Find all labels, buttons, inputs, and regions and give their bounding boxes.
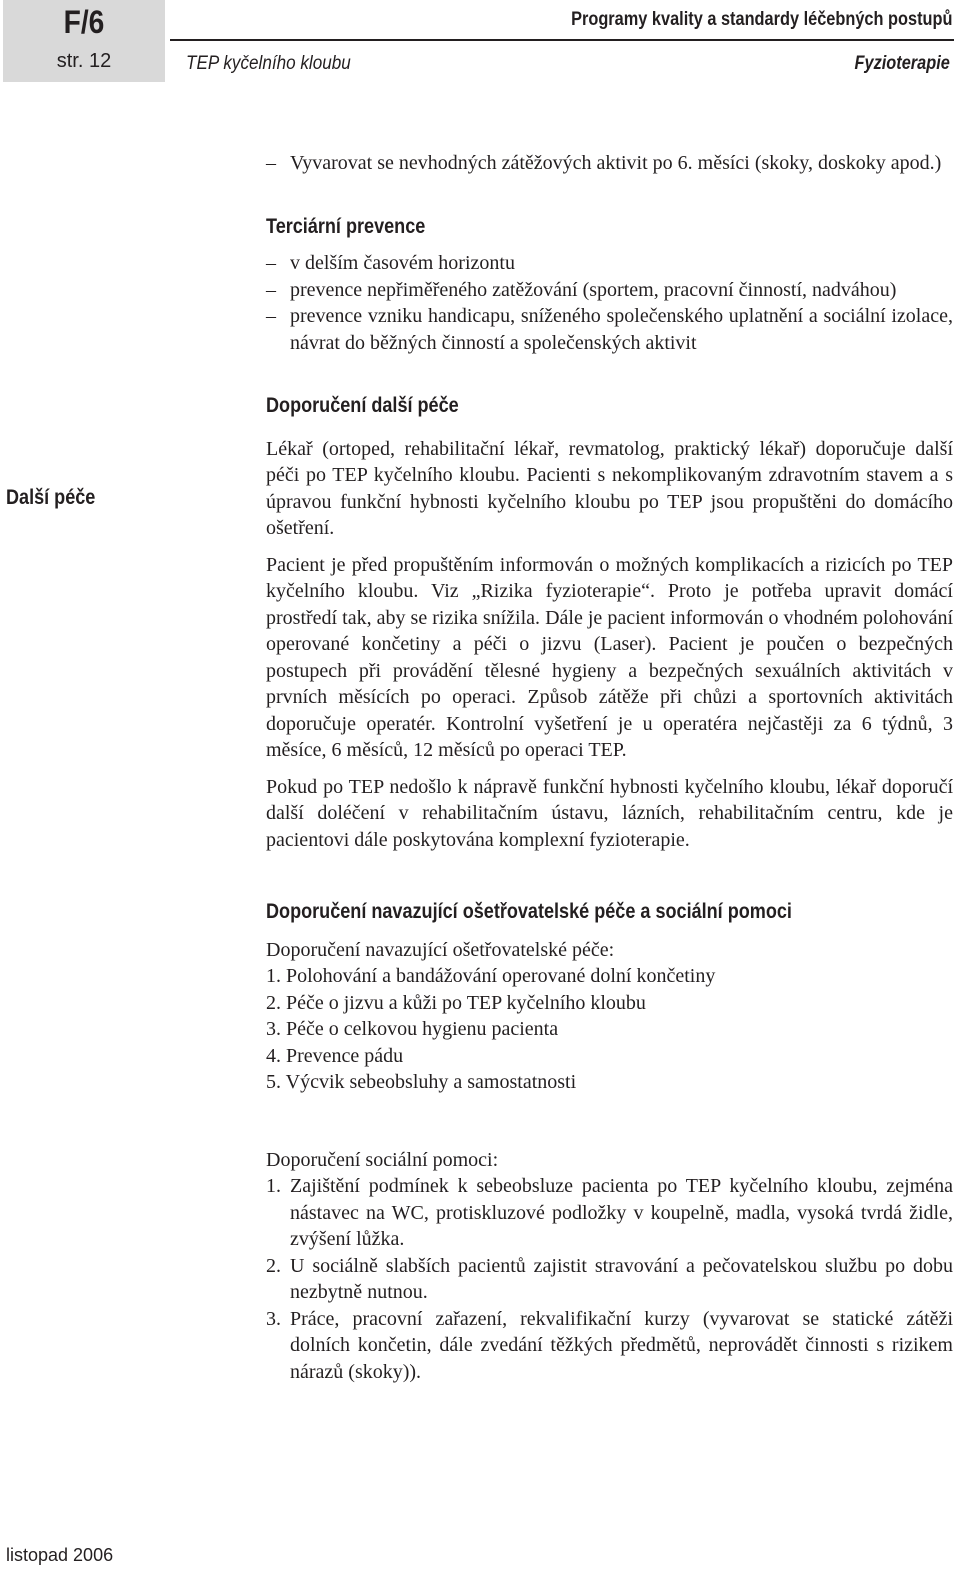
nursing-heading: Doporučení navazující ošetřovatelské péče a sociální pomoci [266, 900, 792, 923]
main-content [266, 150, 953, 1385]
nursing-item: 5. Výcvik sebeobsluhy a samostatnosti [266, 1071, 577, 1093]
section-name: Fyzioterapie [854, 53, 950, 74]
nursing-intro: Doporučení navazující ošetřovatelské péče: [266, 938, 615, 961]
social-item [266, 1306, 953, 1386]
social-item-text: Zajištění podmínek k sebeobsluze pacienta po TEP kyčelního kloubu, zejména nástavec na WC, protiskluzové podložky v koupelně, madla, vysoká tvrdá židle, zvýšení lůžka. [290, 1175, 953, 1250]
further-care-paragraph: Pokud po TEP nedošlo k nápravě funkční hybnosti kyčelního kloubu, lékař doporučí další doléčení v rehabilitačním ústavu, lázních, rehabilitačním centru, kde je pacientovi dále poskytována komplexní fyzioterapie. [266, 775, 953, 851]
tertiary-item: – v delším časovém horizontu [266, 250, 953, 277]
further-care-heading: Doporučení další péče [266, 394, 459, 417]
running-subtitle: TEP kyčelního kloubu [186, 53, 351, 74]
social-intro: Doporučení sociální pomoci: [266, 1148, 499, 1171]
tertiary-item: – prevence vzniku handicapu, sníženého společenského uplatnění a sociální izolace, návrat do běžných činností a společenských aktivit [266, 303, 953, 356]
social-item-number: 2. [266, 1254, 281, 1277]
further-care-paragraph: Lékař (ortoped, rehabilitační lékař, revmatolog, praktický lékař) doporučuje další péči po TEP kyčelního kloubu. Pacienti s nekomplikovaným zdravotním stavem a s úpravou funkční hybnosti kyčelního kloubu po TEP jsou propuštěni do domácího ošetření. [266, 437, 953, 539]
dash-item: – Vyvarovat se nevhodných zátěžových aktivit po 6. měsíci (skoky, doskoky apod.) [266, 150, 953, 177]
nursing-item: 4. Prevence pádu [266, 1044, 404, 1067]
tertiary-heading: Terciární prevence [266, 214, 426, 238]
social-item [266, 1253, 953, 1306]
tertiary-item: – prevence nepřiměřeného zatěžování (sportem, pracovní činností, nadváhou) [266, 277, 953, 304]
running-title: Programy kvality a standardy léčebných postupů [570, 9, 952, 30]
nursing-item: 3. Péče o celkovou hygienu pacienta [266, 1018, 559, 1040]
further-care-paragraph: Pacient je před propuštěním informován o možných komplikacích a rizicích po TEP kyčelního kloubu. Viz „Rizika fyzioterapie“. Proto je potřeba upravit domácí prostředí tak, aby se rizika snížila. Dále je pacient informován o vhodném polohování operované končetiny a péči o jizvu (Laser). Pacient je poučen o bezpečných postupech při provádění tělesné hygieny a bezpečných sexuálních aktivitách v prvních měsících po operaci. Způsob zátěže při chůzi a sportovních aktivitách doporučuje operatér. Kontrolní vyšetření je u operatéra nejčastěji za 6 týdnů, 3 měsíce, 6 měsíců, 12 měsíců po operaci TEP. [266, 553, 953, 761]
chapter-tab [3, 0, 165, 82]
nursing-item: 1. Polohování a bandážování operované dolní končetiny [266, 965, 716, 987]
page-number: str. 12 [56, 50, 112, 72]
social-item-number: 1. [266, 1175, 281, 1197]
side-label: Další péče [6, 486, 96, 509]
social-item-text: Práce, pracovní zařazení, rekvalifikační kurzy (vyvarovat se statické zátěži dolních končetin, dále zvedání těžkých předmětů, neprovádět činnosti s rizikem nárazů (skoky)). [290, 1307, 953, 1383]
social-item-text: U sociálně slabších pacientů zajistit stravování a pečovatelskou službu po dobu nezbytně nutnou. [290, 1254, 953, 1303]
chapter-code: F/6 [63, 4, 105, 40]
header-rule [170, 39, 954, 41]
social-item-number: 3. [266, 1307, 281, 1330]
footer-date: listopad 2006 [6, 1545, 114, 1565]
nursing-item: 2. Péče o jizvu a kůži po TEP kyčelního kloubu [266, 991, 646, 1014]
social-item [266, 1173, 953, 1253]
